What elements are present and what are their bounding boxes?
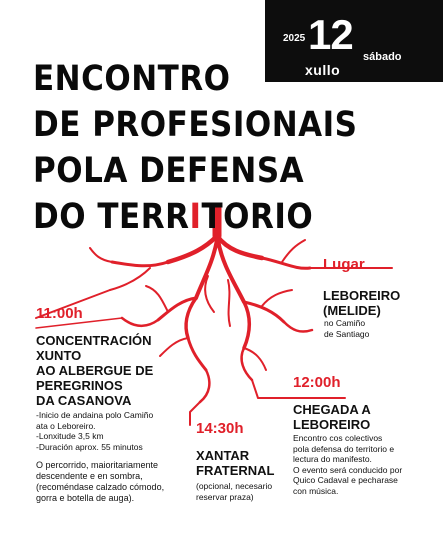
- time-1: 11:00h: [36, 305, 83, 322]
- title-line-2: DE PROFESIONAIS: [33, 104, 358, 146]
- title-line-3: POLA DEFENSA: [33, 150, 305, 192]
- date-day: 12: [308, 11, 353, 58]
- title-root-letter: I: [189, 196, 202, 238]
- details-1: -Inicio de andaina polo Camiño ata o Leboreiro. -Lonxitude 3,5 km -Duración aprox. 55 minutos: [36, 410, 154, 452]
- heading-2: CHEGADA A LEBOREIRO: [293, 402, 371, 432]
- note-1: O percorrido, maioritariamente descendente e en sombra, (recoméndase calzado cómodo, gorra e botella de auga).: [36, 460, 165, 503]
- date-box: [265, 0, 443, 82]
- date-weekday: sábado: [363, 51, 402, 63]
- place-name: LEBOREIRO (MELIDE): [323, 288, 401, 318]
- title-line-4: [33, 198, 313, 236]
- date-year: 2025: [283, 33, 306, 44]
- details-2: Encontro cos colectivos pola defensa do territorio e lectura do manifesto. O evento será conducido por Quico Cadaval e pecharase con música.: [293, 433, 403, 496]
- time-3: 14:30h: [196, 420, 244, 437]
- date-month: xullo: [305, 62, 341, 78]
- place-label: Lugar: [323, 256, 365, 273]
- time-2: 12:00h: [293, 374, 341, 391]
- title-line-1: ENCONTRO: [33, 58, 231, 100]
- title-word-part-2: TORIO: [201, 196, 314, 238]
- heading-3: XANTAR FRATERNAL: [196, 448, 275, 478]
- title-word-part-1: DO TERR: [33, 196, 190, 238]
- place-detail: no Camiño de Santiago: [324, 318, 370, 339]
- details-3: (opcional, necesario reservar praza): [196, 481, 273, 502]
- heading-1: CONCENTRACIÓN XUNTO AO ALBERGUE DE PEREGRINOS DA CASANOVA: [36, 333, 154, 408]
